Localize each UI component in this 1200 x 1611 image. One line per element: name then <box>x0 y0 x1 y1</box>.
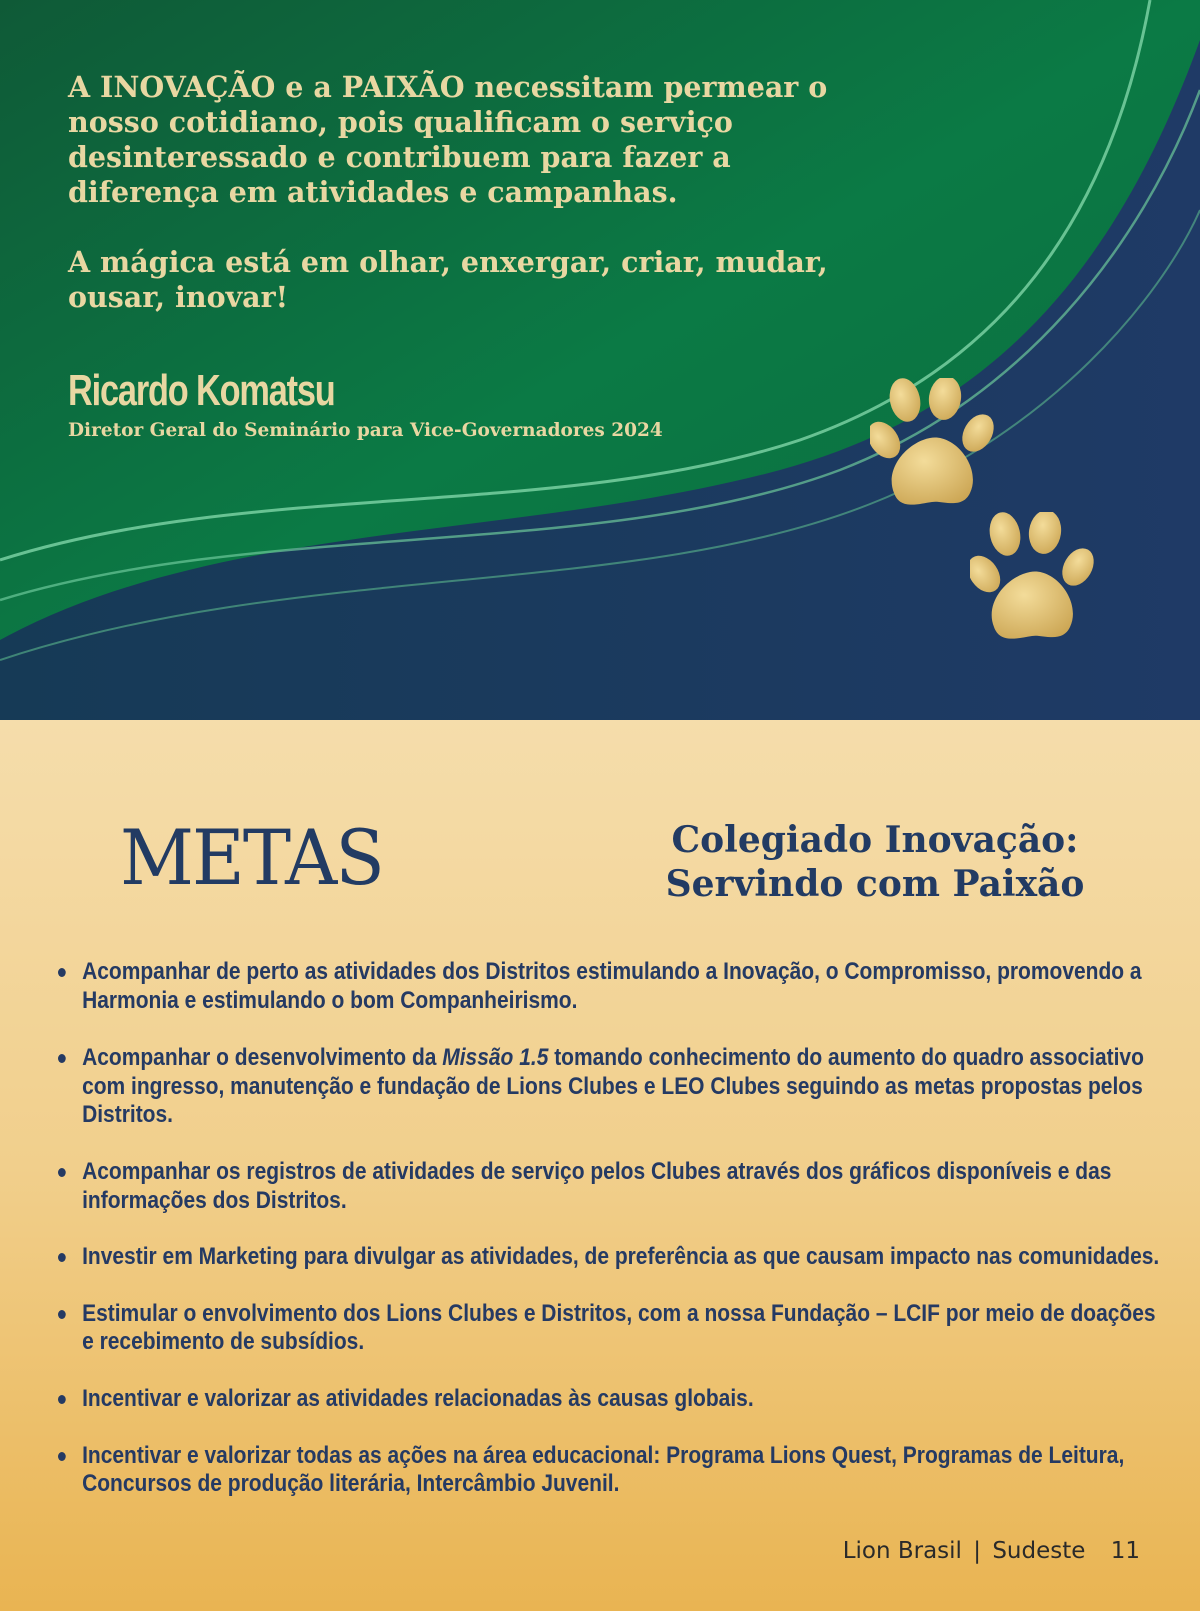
subtitle-line: Colegiado Inovação: <box>671 819 1079 861</box>
region-name: Sudeste <box>992 1538 1086 1564</box>
paw-print-icon <box>970 512 1120 652</box>
goal-text: Investir em Marketing para divulgar as atividades, de preferência as que causam impacto nas comunidades. <box>82 1243 1160 1271</box>
page-footer <box>843 1538 1140 1564</box>
goal-text: Incentivar e valorizar todas as ações na área educacional: Programa Lions Quest, Programas de Leitura, Concursos de produção literária, Intercâmbio Juvenil. <box>82 1441 1125 1498</box>
goal-text: tomando conhecimento do aumento do quadro associativo com ingresso, manutenção e fundação de Lions Clubes e LEO Clubes seguindo as metas propostas pelos Distritos. <box>82 1044 1144 1129</box>
bullet-icon <box>58 1168 66 1177</box>
goal-item <box>58 1044 1170 1130</box>
author-role: Diretor Geral do Seminário para Vice-Governadores 2024 <box>68 420 663 441</box>
goal-emphasis: Missão 1.5 <box>442 1044 549 1072</box>
publication-name: Lion Brasil <box>842 1538 962 1564</box>
quote-paragraph: A mágica está em olhar, enxergar, criar, mudar, ousar, inovar! <box>68 245 828 314</box>
metas-section <box>0 720 1200 1611</box>
bullet-icon <box>58 1253 66 1262</box>
bullet-icon <box>58 968 66 977</box>
bullet-icon <box>58 1452 66 1461</box>
bullet-icon <box>58 1310 66 1319</box>
goal-text: Acompanhar os registros de atividades de serviço pelos Clubes através dos gráficos disponíveis e das informações dos Distritos. <box>82 1157 1112 1214</box>
author-name: Ricardo Komatsu <box>68 366 335 415</box>
goal-item <box>58 1300 1170 1357</box>
footer-separator: | <box>973 1538 982 1564</box>
goal-text: Estimular o envolvimento dos Lions Clubes e Distritos, com a nossa Fundação – LCIF por meio de doações e recebimento de subsídios. <box>82 1299 1156 1356</box>
section-subtitle <box>630 818 1120 906</box>
goal-item <box>58 1243 1170 1272</box>
goal-item <box>58 1158 1170 1215</box>
goal-text: Incentivar e valorizar as atividades relacionadas às causas globais. <box>82 1384 754 1412</box>
quote-banner <box>0 0 1200 720</box>
section-title: METAS <box>120 813 383 902</box>
goal-text: Acompanhar o desenvolvimento da <box>82 1044 443 1072</box>
bullet-icon <box>58 1395 66 1404</box>
paw-print-icon <box>870 378 1020 518</box>
bullet-icon <box>58 1054 66 1063</box>
goal-item <box>58 1385 1170 1414</box>
page-number: 11 <box>1110 1538 1140 1564</box>
goal-item <box>58 958 1170 1015</box>
goal-item <box>58 1442 1170 1499</box>
subtitle-line: Servindo com Paixão <box>665 863 1085 905</box>
goal-text: Acompanhar de perto as atividades dos Distritos estimulando a Inovação, o Compromisso, promovendo a Harmonia e estimulando o bom Companheirismo. <box>82 958 1142 1014</box>
quote-text <box>68 70 888 350</box>
quote-paragraph: A INOVAÇÃO e a PAIXÃO necessitam permear o nosso cotidiano, pois qualificam o serviço desinteressado e contribuem para fazer a diferença em atividades e campanhas. <box>68 70 828 209</box>
goals-list <box>58 958 1158 1499</box>
